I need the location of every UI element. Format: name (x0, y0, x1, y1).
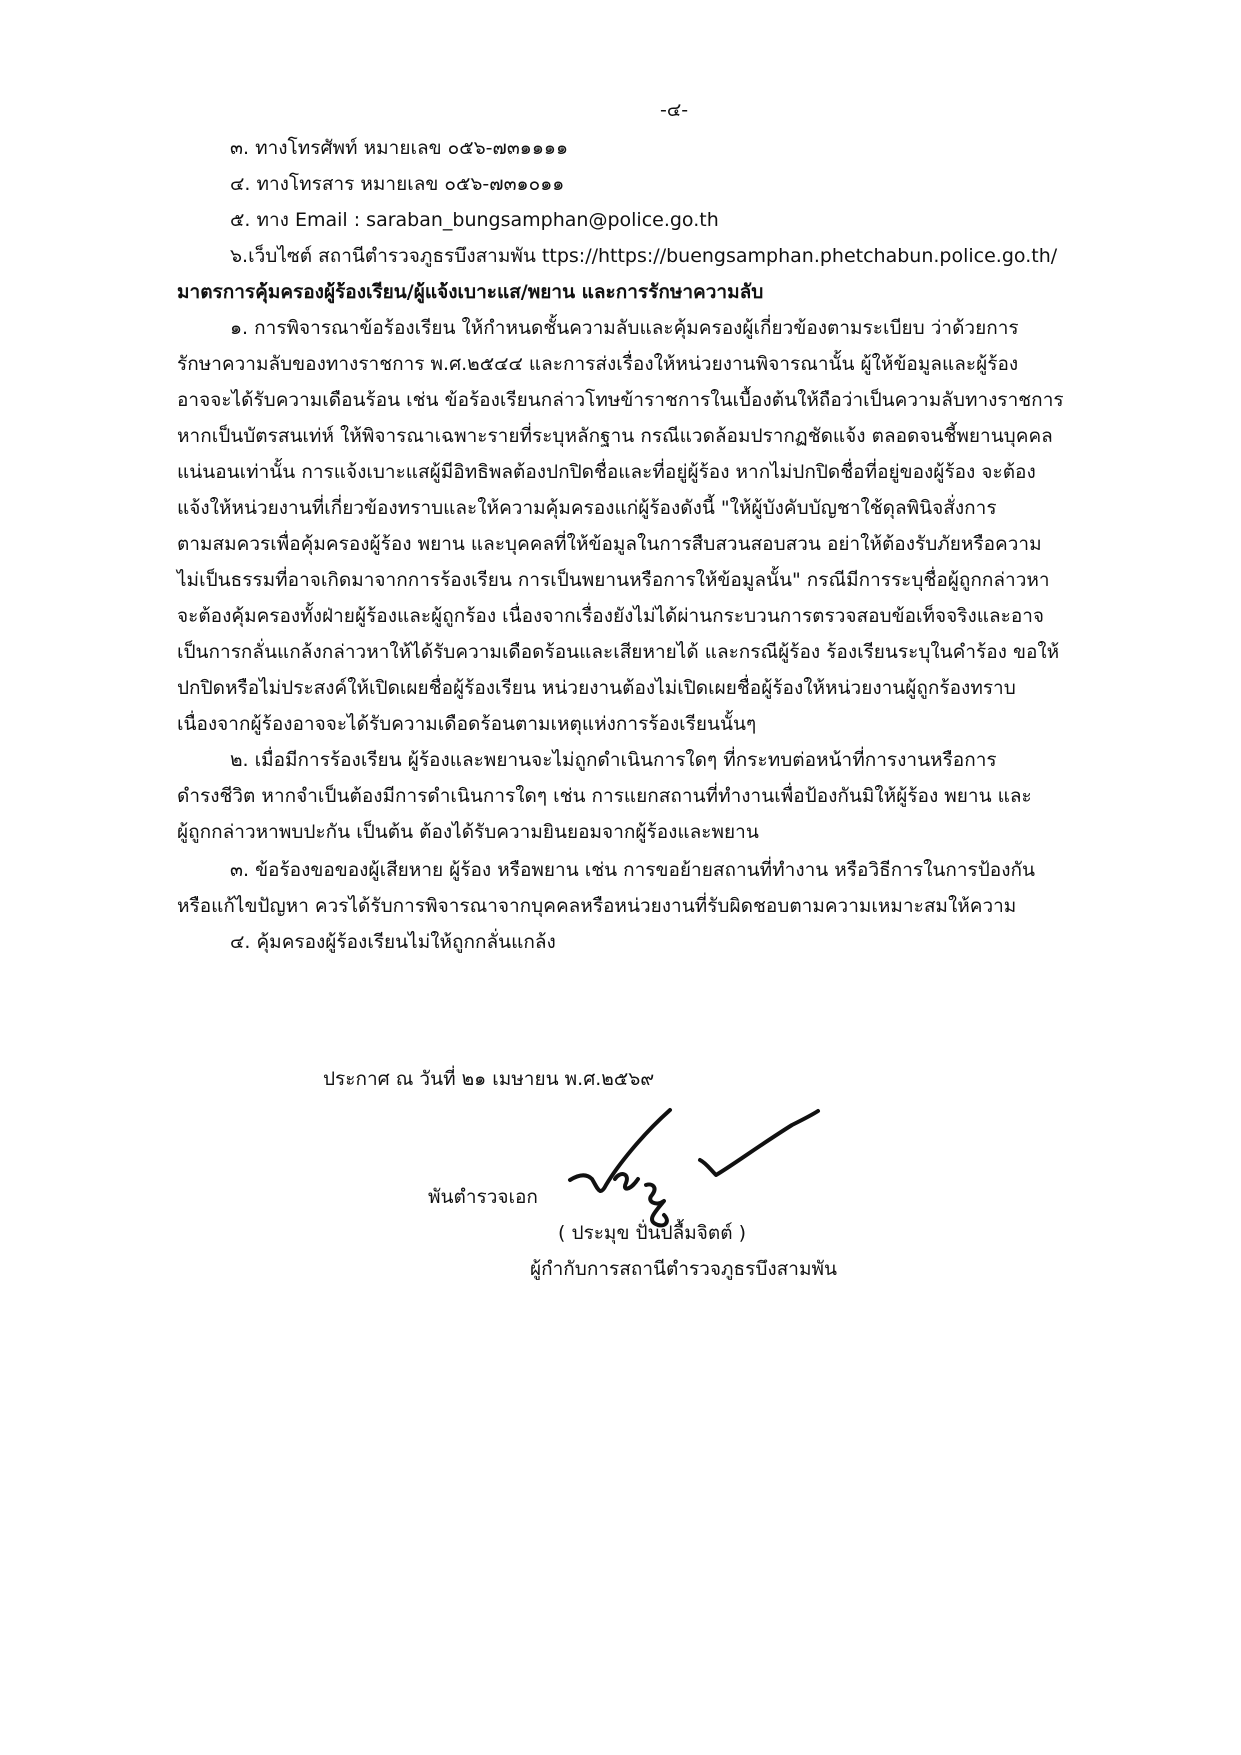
contact-email: ๕. ทาง Email : saraban_bungsamphan@police.go.th (230, 209, 719, 231)
body-line: ปกปิดหรือไม่ประสงค์ให้เปิดเผยชื่อผู้ร้องเรียน หน่วยงานต้องไม่เปิดเผยชื่อผู้ร้องให้หน่วยงานผู้ถูกร้องทราบ (177, 677, 1016, 699)
body-line: แน่นอนเท่านั้น การแจ้งเบาะแสผู้มีอิทธิพลต้องปกปิดชื่อและที่อยู่ผู้ร้อง หากไม่ปกปิดชื่อที่อยู่ของผู้ร้อง จะต้อง (177, 461, 1036, 483)
body-line: จะต้องคุ้มครองทั้งฝ่ายผู้ร้องและผู้ถูกร้อง เนื่องจากเรื่องยังไม่ได้ผ่านกระบวนการตรวจสอบข้อเท็จจริงและอาจ (177, 605, 1045, 627)
body-line: หรือแก้ไขปัญหา ควรได้รับการพิจารณาจากบุคคลหรือหน่วยงานที่รับผิดชอบตามความเหมาะสมให้ความ (177, 895, 1017, 917)
contact-website: ๖.เว็บไซต์ สถานีตำรวจภูธรบึงสามพัน ttps://https://buengsamphan.phetchabun.police.go.th/ (230, 245, 1058, 267)
body-line: ๔. คุ้มครองผู้ร้องเรียนไม่ให้ถูกกลั่นแกล้ง (230, 931, 556, 953)
signatory-position: ผู้กำกับการสถานีตำรวจภูธรบึงสามพัน (530, 1258, 837, 1280)
body-line: ตามสมควรเพื่อคุ้มครองผู้ร้อง พยาน และบุคคลที่ให้ข้อมูลในการสืบสวนสอบสวน อย่าให้ต้องรับภัยหรือความ (177, 533, 1042, 555)
page-number: -๔- (660, 99, 689, 121)
signatory-name: ( ประมุข ปั่นปลื้มจิตต์ ) (558, 1222, 747, 1244)
body-line: เนื่องจากผู้ร้องอาจจะได้รับความเดือดร้อนตามเหตุแห่งการร้องเรียนนั้นๆ (177, 713, 757, 735)
section-heading: มาตรการคุ้มครองผู้ร้องเรียน/ผู้แจ้งเบาะแส/พยาน และการรักษาความลับ (177, 281, 764, 303)
body-line: เป็นการกลั่นแกล้งกล่าวหาให้ได้รับความเดือดร้อนและเสียหายได้ และกรณีผู้ร้อง ร้องเรียนระบุในคำร้อง ขอให้ (177, 641, 1060, 663)
body-line: แจ้งให้หน่วยงานที่เกี่ยวข้องทราบและให้ความคุ้มครองแก่ผู้ร้องดังนี้ "ให้ผู้บังคับบัญชาใช้ดุลพินิจสั่งการ (177, 497, 997, 519)
body-line: ๓. ข้อร้องขอของผู้เสียหาย ผู้ร้อง หรือพยาน เช่น การขอย้ายสถานที่ทำงาน หรือวิธีการในการป้องกัน (230, 859, 1035, 881)
body-line: ไม่เป็นธรรมที่อาจเกิดมาจากการร้องเรียน การเป็นพยานหรือการให้ข้อมูลนั้น" กรณีมีการระบุชื่อผู้ถูกกล่าวหา (177, 569, 1050, 591)
body-line: รักษาความลับของทางราชการ พ.ศ.๒๕๔๔ และการส่งเรื่องให้หน่วยงานพิจารณานั้น ผู้ให้ข้อมูลและผู้ร้อง (177, 353, 1019, 375)
body-line: ๑. การพิจารณาข้อร้องเรียน ให้กำหนดชั้นความลับและคุ้มครองผู้เกี่ยวข้องตามระเบียบ ว่าด้วยการ (230, 317, 1019, 339)
body-line: ผู้ถูกกล่าวหาพบปะกัน เป็นต้น ต้องได้รับความยินยอมจากผู้ร้องและพยาน (177, 821, 759, 843)
announcement-date: ประกาศ ณ วันที่ ๒๑ เมษายน พ.ศ.๒๕๖๙ (323, 1068, 655, 1090)
body-line: ดำรงชีวิต หากจำเป็นต้องมีการดำเนินการใดๆ เช่น การแยกสถานที่ทำงานเพื่อป้องกันมิให้ผู้ร้อง พยาน และ (177, 785, 1032, 807)
body-line: อาจจะได้รับความเดือนร้อน เช่น ข้อร้องเรียนกล่าวโทษข้าราชการในเบื้องต้นให้ถือว่าเป็นความลับทางราชการ (177, 389, 1064, 411)
body-line: ๒. เมื่อมีการร้องเรียน ผู้ร้องและพยานจะไม่ถูกดำเนินการใดๆ ที่กระทบต่อหน้าที่การงานหรือการ (230, 749, 997, 771)
signatory-rank: พันตำรวจเอก (428, 1186, 538, 1208)
body-line: หากเป็นบัตรสนเท่ห์ ให้พิจารณาเฉพาะรายที่ระบุหลักฐาน กรณีแวดล้อมปรากฏชัดแจ้ง ตลอดจนชี้พยานบุคคล (177, 425, 1053, 447)
contact-fax: ๔. ทางโทรสาร หมายเลข ๐๕๖-๗๓๑๐๑๑ (230, 173, 565, 195)
contact-phone: ๓. ทางโทรศัพท์ หมายเลข ๐๕๖-๗๓๑๑๑๑ (230, 137, 569, 159)
